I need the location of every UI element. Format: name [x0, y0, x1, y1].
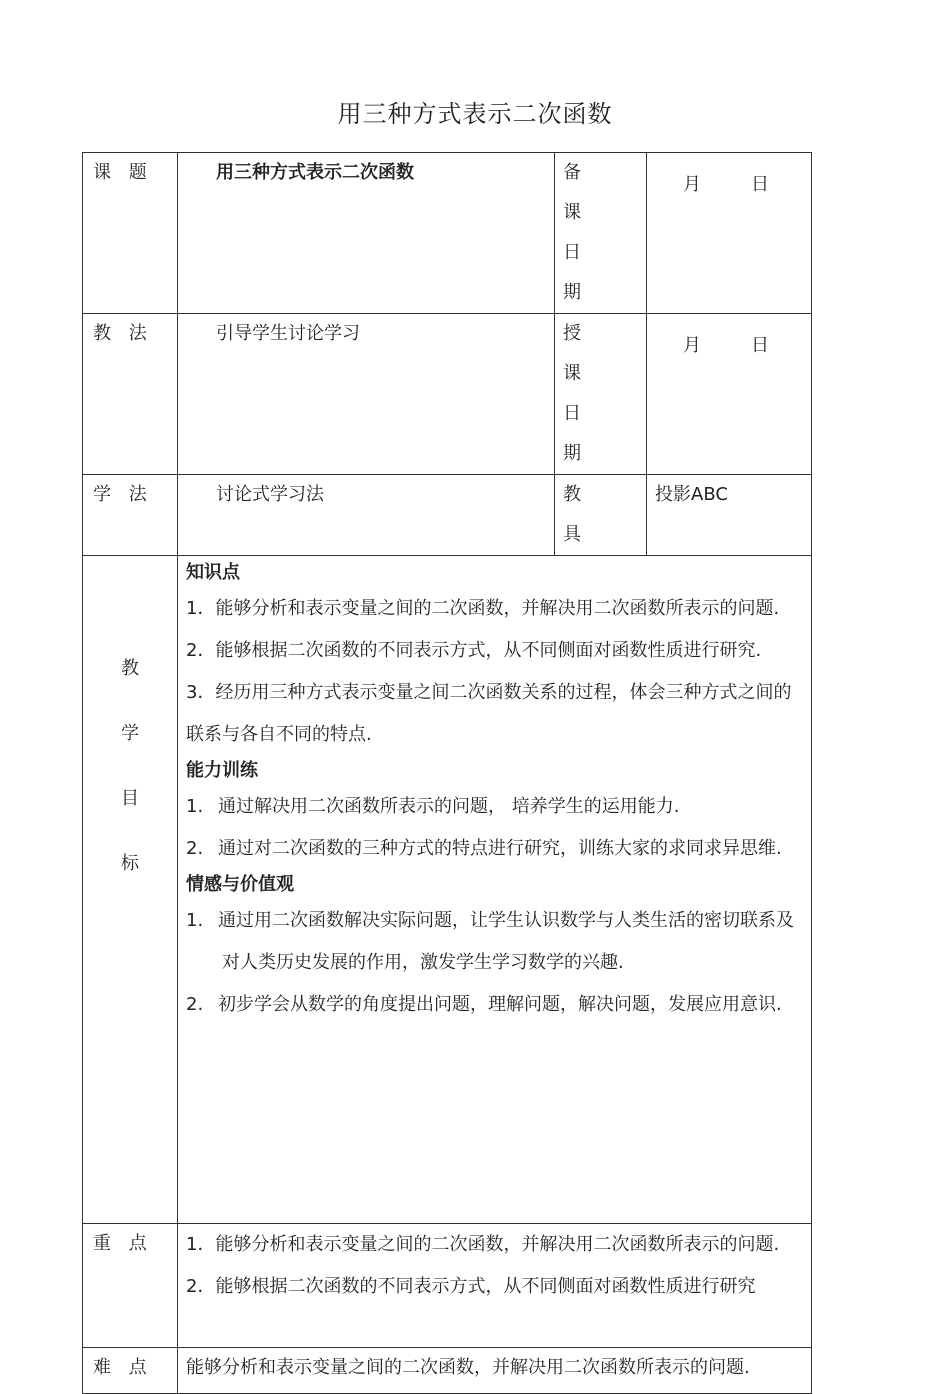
method-row — [83, 314, 812, 475]
prep-date-day: 日 — [751, 174, 769, 195]
difficulty-content: 能够分析和表示变量之间的二次函数，并解决用二次函数所表示的问题. — [178, 1348, 812, 1394]
prep-date-label — [555, 153, 647, 314]
ability-heading: 能力训练 — [186, 760, 258, 781]
key-content — [178, 1224, 812, 1348]
goals-label-char-3: 目 — [121, 788, 139, 809]
emotion-item-1-text: 通过用二次函数解决实际问题，让学生认识数学与人类生活的密切联系及对人类历史发展的作用，激发学生学习数学的兴趣. — [218, 910, 794, 973]
method-label: 教 法 — [83, 314, 178, 475]
document-title: 用三种方式表示二次函数 — [337, 100, 613, 128]
knowledge-heading: 知识点 — [186, 562, 240, 583]
method-value: 引导学生讨论学习 — [178, 314, 555, 475]
key-label: 重 点 — [83, 1224, 178, 1348]
tool-label — [555, 475, 647, 556]
lesson-plan-table — [82, 152, 812, 1394]
emotion-item-1-num: 1. — [186, 910, 204, 931]
learning-value: 讨论式学习法 — [178, 475, 555, 556]
tool-value: 投影ABC — [647, 475, 812, 556]
prep-date-month: 月 — [683, 174, 701, 195]
ability-item-2-text: 通过对二次函数的三种方式的特点进行研究，训练大家的求同求异思维. — [218, 838, 782, 859]
key-item-2: 2．能够根据二次函数的不同表示方式，从不同侧面对函数性质进行研究 — [186, 1276, 756, 1297]
ability-item-1 — [186, 786, 803, 828]
emotion-item-2-text: 初步学会从数学的角度提出问题，理解问题，解决问题，发展应用意识. — [218, 994, 782, 1015]
emotion-item-1 — [186, 900, 803, 984]
emotion-item-2 — [186, 984, 803, 1026]
topic-value: 用三种方式表示二次函数 — [178, 153, 555, 314]
tool-label-text: 教 具 — [563, 484, 607, 545]
goals-label-char-1: 教 — [121, 658, 139, 679]
prep-date-label-line2: 日 期 — [563, 242, 607, 303]
ability-item-2 — [186, 828, 803, 870]
topic-label: 课 题 — [83, 153, 178, 314]
ability-item-1-text: 通过解决用二次函数所表示的问题， 培养学生的运用能力. — [218, 796, 680, 817]
knowledge-item-3: 3．经历用三种方式表示变量之间二次函数关系的过程，体会三种方式之间的联系与各自不同的特点. — [186, 682, 792, 745]
goals-row — [83, 556, 812, 1224]
prep-date-value — [647, 153, 812, 314]
learning-label: 学 法 — [83, 475, 178, 556]
teach-date-label-line2: 日 期 — [563, 403, 607, 464]
learning-row — [83, 475, 812, 556]
goals-content — [178, 556, 812, 1224]
goals-label-char-4: 标 — [121, 853, 139, 874]
teach-date-label-line1: 授 课 — [563, 323, 607, 384]
teach-date-value — [647, 314, 812, 475]
difficulty-row — [83, 1348, 812, 1394]
ability-item-2-num: 2. — [186, 838, 204, 859]
teach-date-label — [555, 314, 647, 475]
knowledge-item-1: 1．能够分析和表示变量之间的二次函数，并解决用二次函数所表示的问题. — [186, 598, 780, 619]
topic-row — [83, 153, 812, 314]
key-row — [83, 1224, 812, 1348]
ability-item-1-num: 1. — [186, 796, 204, 817]
teach-date-month: 月 — [683, 335, 701, 356]
emotion-heading: 情感与价值观 — [186, 874, 294, 895]
prep-date-label-line1: 备 课 — [563, 162, 607, 223]
difficulty-label: 难 点 — [83, 1348, 178, 1394]
goals-label — [83, 556, 178, 1224]
goals-label-char-2: 学 — [121, 723, 139, 744]
emotion-item-2-num: 2. — [186, 994, 204, 1015]
knowledge-item-2: 2．能够根据二次函数的不同表示方式，从不同侧面对函数性质进行研究. — [186, 640, 762, 661]
key-item-1: 1．能够分析和表示变量之间的二次函数，并解决用二次函数所表示的问题. — [186, 1234, 780, 1255]
teach-date-day: 日 — [751, 335, 769, 356]
